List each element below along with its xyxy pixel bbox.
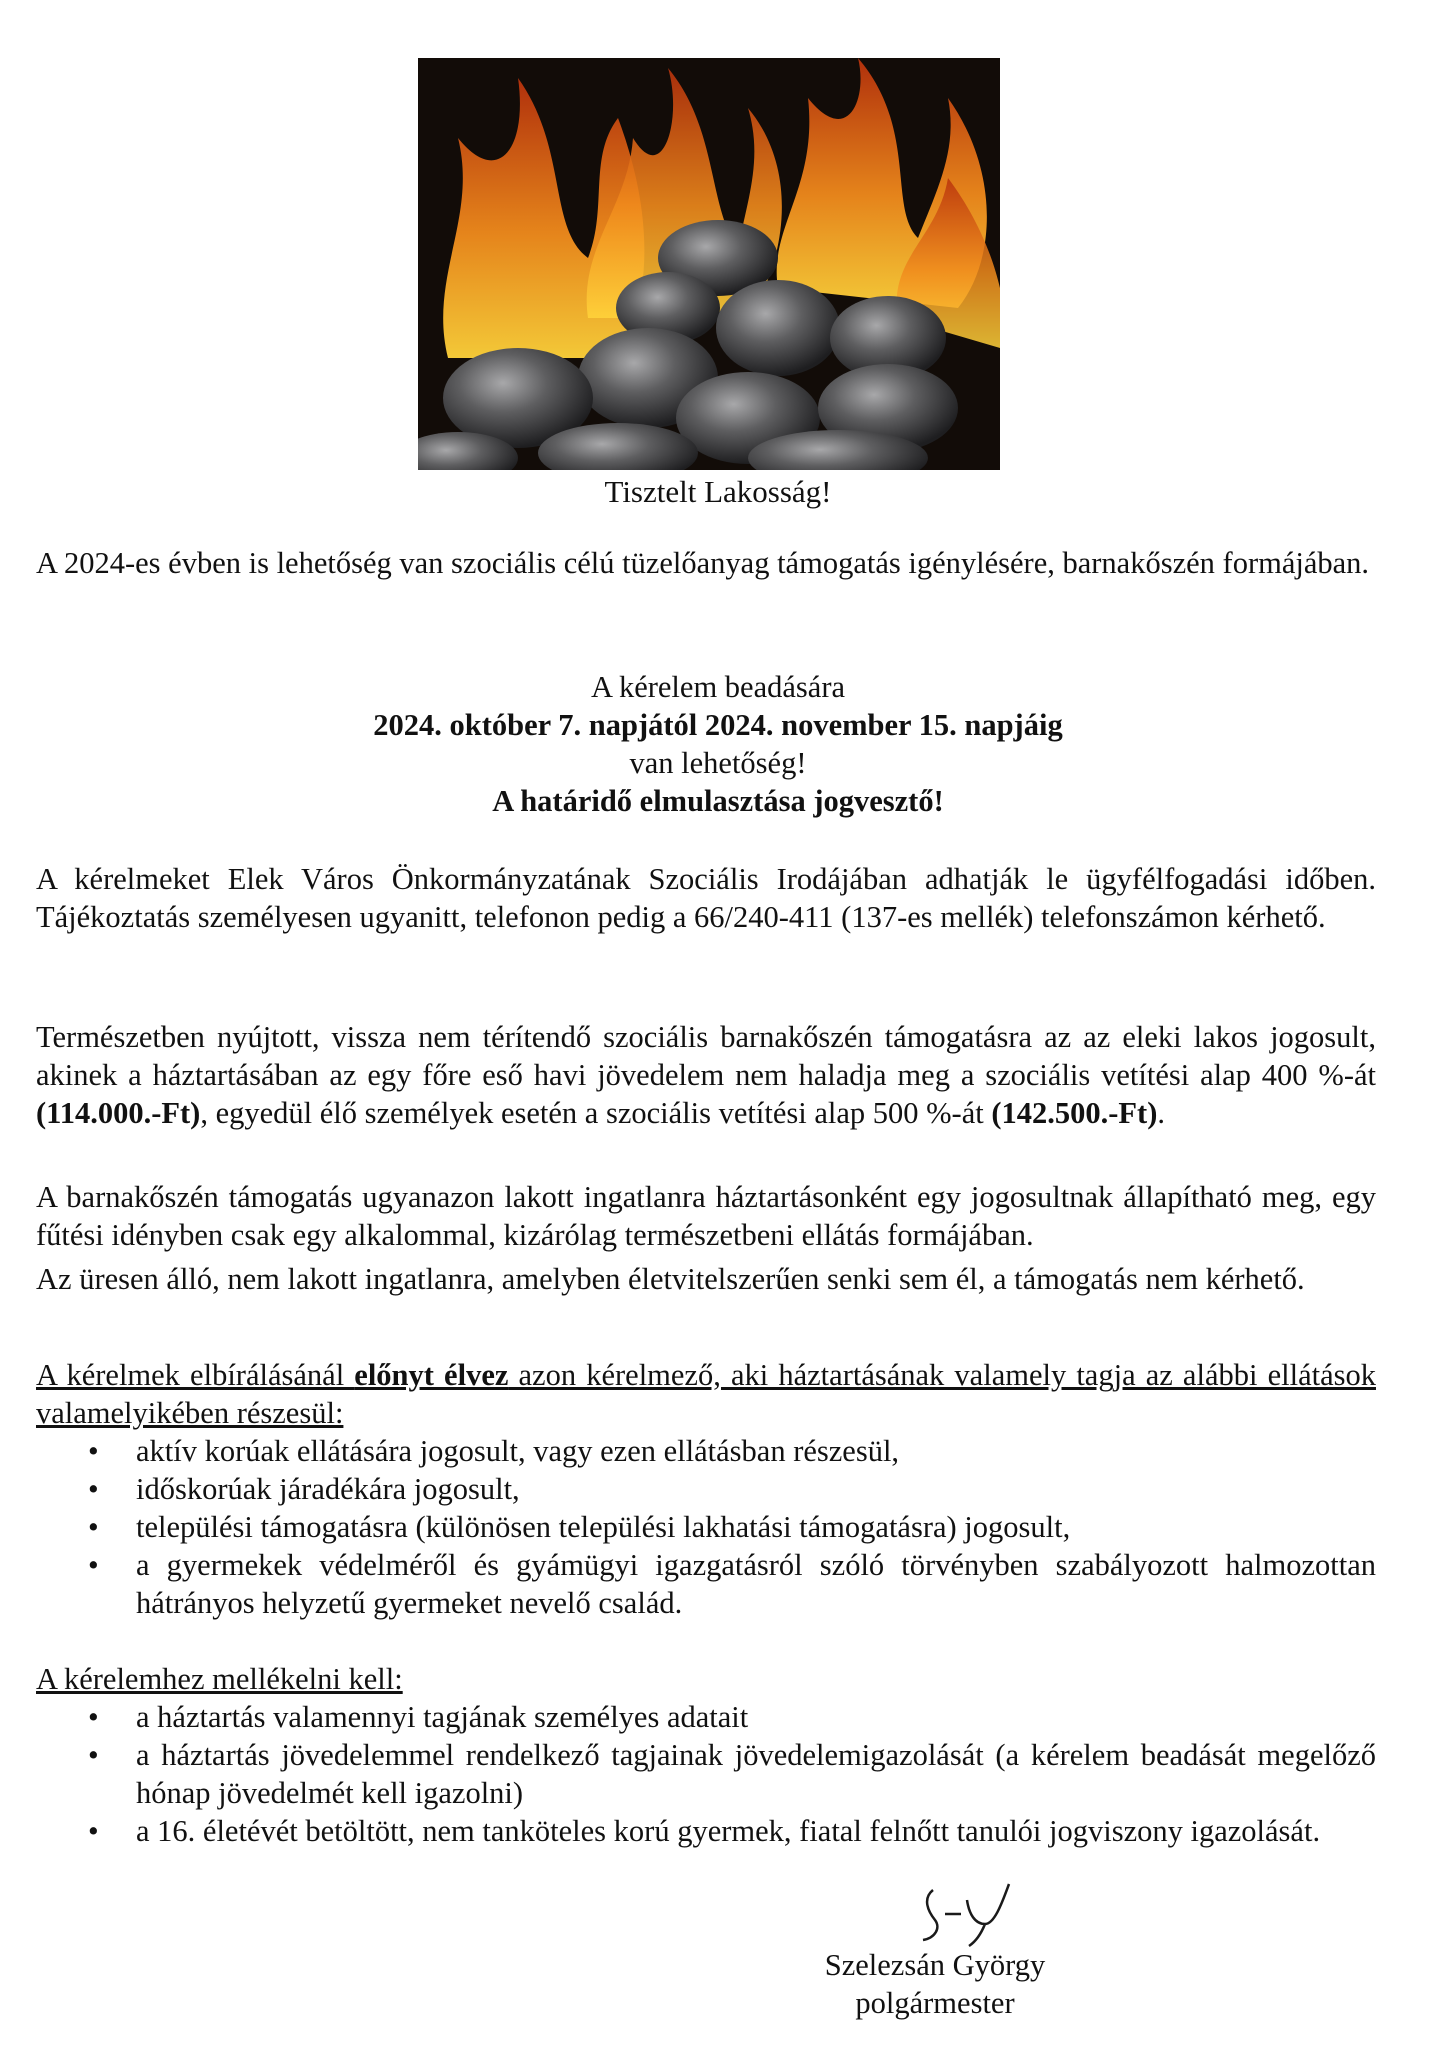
handwritten-signature xyxy=(905,1880,1015,1950)
eligibility-paragraph xyxy=(36,1018,1376,1132)
intro-paragraph: A 2024-es évben is lehetőség van szociális célú tüzelőanyag támogatás igénylésére, barnakőszén formájában. xyxy=(36,546,1370,580)
list-item: • a 16. életévét betöltött, nem tanköteles korú gyermek, fiatal felnőtt tanulói jogviszony igazolását. xyxy=(36,1812,1376,1850)
list-item: • időskorúak járadékára jogosult, xyxy=(36,1470,1376,1508)
deadline-warning: A határidő elmulasztása jogvesztő! xyxy=(492,784,944,818)
list-item: • a háztartás valamennyi tagjának személyes adatait xyxy=(36,1698,1376,1736)
list-item: • aktív korúak ellátására jogosult, vagy ezen ellátásban részesül, xyxy=(36,1432,1376,1470)
priority-list xyxy=(36,1432,1376,1622)
vacant-rule-paragraph: Az üresen álló, nem lakott ingatlanra, amelyben életvitelszerűen senki sem él, a támogatás nem kérhető. xyxy=(36,1262,1305,1296)
list-item: • a háztartás jövedelemmel rendelkező tagjainak jövedelemigazolását (a kérelem beadását megelőző hónap jövedelmét kell igazolni) xyxy=(36,1736,1376,1812)
priority-lead-text-1: A kérelmek elbírálásánál xyxy=(36,1358,355,1392)
deadline-line-3: van lehetőség! xyxy=(629,746,807,780)
attachments-list xyxy=(36,1698,1376,1850)
income-limit-amount: (114.000.-Ft) xyxy=(36,1096,201,1130)
list-item: • a gyermekek védelméről és gyámügyi igazgatásról szóló törvényben szabályozott halmozottan hátrányos helyzetű gyermeket nevelő család. xyxy=(36,1546,1376,1622)
deadline-line-1: A kérelem beadására xyxy=(590,670,846,704)
single-income-limit-amount: (142.500.-Ft) xyxy=(991,1096,1158,1130)
signatory-name: Szelezsán György xyxy=(824,1948,1046,1982)
submission-paragraph: A kérelmeket Elek Város Önkormányzatának Szociális Irodájában adhatják le ügyfélfogadási időben. Tájékoztatás személyesen ugyanitt, telefonon pedig a 66/240-411 (137-es mellék) telefonszámon kérhető. xyxy=(36,862,1376,934)
eligibility-text-2: , egyedül élő személyek esetén a szociális vetítési alap 500 %-át xyxy=(200,1096,992,1130)
deadline-dates: 2024. október 7. napjától 2024. november 15. napjáig xyxy=(373,708,1063,742)
list-item: • települési támogatásra (különösen települési lakhatási támogatásra) jogosult, xyxy=(36,1508,1376,1546)
priority-lead xyxy=(36,1356,1376,1432)
greeting-heading: Tisztelt Lakosság! xyxy=(604,474,832,509)
eligibility-text-3: . xyxy=(1157,1096,1165,1130)
attachments-heading: A kérelemhez mellékelni kell: xyxy=(36,1662,403,1696)
signatory-title: polgármester xyxy=(855,1986,1015,2020)
priority-emphasis: előnyt élvez xyxy=(354,1358,509,1392)
coal-fire-photo xyxy=(418,58,1000,470)
deadline-block xyxy=(0,668,1436,820)
once-rule-paragraph: A barnakőszén támogatás ugyanazon lakott ingatlanra háztartásonként egy jogosultnak állapítható meg, egy fűtési idényben csak egy alkalommal, kizárólag természetbeni ellátás formájában. xyxy=(36,1180,1376,1252)
priority-lead-text-2: azon kérelmező, aki háztartásának valamely tagja az alábbi ellátások valamelyikében részesül: xyxy=(36,1358,1376,1430)
eligibility-text-1: Természetben nyújtott, vissza nem térítendő szociális barnakőszén támogatásra az az eleki lakos jogosult, akinek a háztartásában az egy főre eső havi jövedelem nem haladja meg a szociális vetítési alap 400 %-át xyxy=(36,1020,1376,1092)
